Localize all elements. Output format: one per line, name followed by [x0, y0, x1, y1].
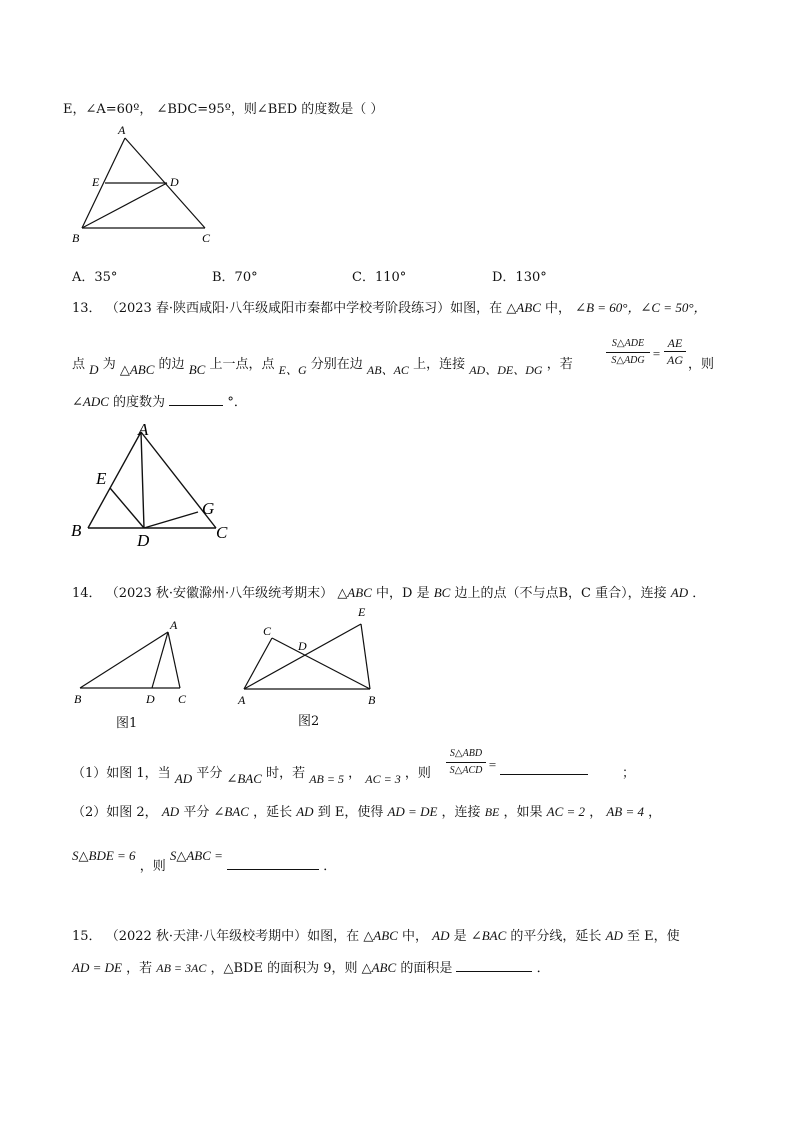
q14-fig2-label-c: C: [263, 624, 272, 638]
q13-triangle: △ABC: [506, 300, 541, 315]
q13-side-bc: BC: [188, 362, 206, 377]
q14-segment-ad: AD: [670, 585, 689, 600]
q14-fig2-caption: 图2: [298, 714, 320, 729]
q15-zhong: 中，: [402, 929, 429, 944]
q14-fig1-label-c: C: [178, 692, 187, 706]
q14-p2-be: BE: [484, 805, 500, 819]
q14-p1-numerator: S△ABD: [449, 748, 483, 759]
q13-label-b: B: [71, 521, 82, 540]
q13-ratio-denominator: AG: [667, 353, 683, 367]
q14-p2-ad: AD: [161, 804, 180, 819]
q14-p2-ad2: AD: [296, 804, 314, 819]
q14-text2: 边上的点（不与点B，C 重合），连接: [454, 586, 667, 601]
q15-line1: [72, 925, 680, 944]
q14-p1-then: ，则: [404, 766, 431, 781]
q12-label-e: E: [92, 175, 100, 189]
q15-triangle2: △ABC: [361, 960, 397, 975]
q13-angle-adc: ∠ADC: [72, 394, 109, 409]
q13-degree-end: °．: [227, 395, 247, 410]
q15-area-text: ，△BDE 的面积为 9，则: [210, 961, 358, 976]
q14-p2-ab: AB = 4: [606, 804, 645, 819]
q14-fig1-caption: 图1: [116, 716, 138, 731]
q13-text-wei: 为: [102, 357, 116, 372]
q15-if: ，若: [126, 961, 153, 976]
q14-p2-connect: ，连接: [441, 805, 481, 820]
q15-area-is: 的面积是: [400, 961, 453, 976]
q14-fig2-label-d: D: [298, 639, 307, 653]
q13-area-denominator: S△ADG: [611, 355, 645, 366]
q14-p2-comma: ，: [589, 805, 603, 820]
q12-option-d[interactable]: D．130°: [492, 270, 547, 285]
q15-ab-3ac: AB = 3AC: [156, 961, 207, 975]
q13-figure: [68, 418, 238, 553]
q14-p2-area-bde: S△BDE = 6: [72, 848, 136, 863]
q14-triangle: △ABC: [337, 585, 372, 600]
q13-ratio-fraction: [664, 336, 686, 367]
q13-area-fraction: [606, 337, 650, 368]
q13-label-c: C: [216, 523, 228, 542]
q14-p1-answer-blank[interactable]: [500, 762, 588, 775]
q14-part2-line2: [72, 845, 337, 874]
q14-figure1: [68, 614, 198, 709]
q14-p1-when: 时，若: [266, 766, 306, 781]
q15-ad-de: AD = DE: [72, 960, 122, 975]
q13-label-a: A: [138, 420, 149, 439]
q13-ratio-numerator: AE: [667, 336, 683, 350]
q13-text-on-sides: 分别在边: [310, 357, 363, 372]
q13-equals: =: [652, 346, 661, 361]
q14-p2-if: ，如果: [503, 805, 543, 820]
q13-label-e: E: [96, 469, 107, 488]
q14-line1: [72, 582, 705, 601]
q13-label-d: D: [137, 531, 150, 550]
q14-p2-comma2: ，: [648, 805, 662, 820]
q13-sides-ab-ac: AB、AC: [366, 363, 409, 377]
q13-line1: [72, 297, 707, 316]
q14-p1-answer: [500, 762, 588, 779]
q13-label-g: G: [202, 499, 215, 518]
q14-p1-comma: ，: [348, 766, 362, 781]
q13-zhong: 中，: [545, 301, 572, 316]
q15-bisector-text: 的平分线，延长: [510, 929, 602, 944]
q13-segments: AD、DE、DG: [469, 363, 543, 377]
q12-option-b[interactable]: B．70°: [212, 270, 258, 285]
q13-source: （2023 春·陕西咸阳·八年级咸阳市秦都中学校考阶段练习）如图，在: [105, 301, 503, 316]
q15-line2: [72, 957, 550, 976]
q14-fig2-label-e: E: [358, 605, 366, 619]
q13-line3: [72, 391, 247, 410]
q14-source: （2023 秋·安徽滁州·八年级统考期末）: [105, 586, 334, 601]
q14-number: 14．: [72, 586, 102, 601]
q13-points-eg: E、G: [278, 363, 307, 377]
q14-p1-end: ；: [622, 766, 636, 781]
q14-p2-to-e: 到 E，使得: [317, 805, 384, 820]
q14-fig1-label-b: B: [74, 692, 82, 706]
q13-line2: [72, 353, 573, 377]
q13-angles: ∠B = 60°，∠C = 50°，: [575, 300, 707, 315]
q13-triangle-abc: △ABC: [119, 362, 155, 377]
q14-text1: 中，D 是: [376, 586, 430, 601]
q15-period: ．: [536, 961, 550, 976]
q14-fig2-label-a: A: [238, 693, 246, 707]
q14-p1-text-a: （1）如图 1，当: [72, 766, 171, 781]
q15-number: 15．: [72, 929, 102, 944]
q13-text-de-bian: 的边: [158, 357, 185, 372]
q13-area-numerator: S△ADE: [611, 338, 645, 349]
q13-point-d: D: [89, 362, 99, 377]
q12-label-b: B: [72, 231, 80, 245]
q12-option-c[interactable]: C．110°: [352, 270, 407, 285]
q15-answer-blank[interactable]: [456, 959, 532, 972]
q13-number: 13．: [72, 301, 102, 316]
q14-figure2: [232, 602, 382, 712]
q14-p2-answer-blank[interactable]: [227, 857, 319, 870]
q12-label-d: D: [170, 175, 179, 189]
q13-text-point: 上一点，点: [209, 357, 275, 372]
q15-to-e: 至 E，使: [627, 929, 680, 944]
q13-text-connect: 上，连接: [413, 357, 466, 372]
q14-p2-area-abc: S△ABC =: [169, 848, 223, 863]
q12-figure: [70, 118, 220, 248]
q14-part2: [72, 801, 661, 820]
q14-p2-then: ，则: [139, 859, 166, 874]
q14-p1-angle: ∠BAC: [226, 771, 262, 786]
q14-part1: [72, 762, 431, 786]
q14-p2-angle: ∠BAC: [213, 804, 249, 819]
q15-source: （2022 秋·天津·八年级校考期中）如图，在: [105, 929, 360, 944]
q14-p2-extend: ，延长: [253, 805, 293, 820]
q14-fig1-label-d: D: [146, 692, 155, 706]
q15-ad: AD: [432, 928, 450, 943]
q15-ad2: AD: [605, 928, 623, 943]
q14-fig1-label-a: A: [170, 618, 178, 632]
q14-period: ．: [692, 586, 706, 601]
q14-p2-text-a: （2）如图 2，: [72, 805, 158, 820]
q13-text-if: ，若: [546, 357, 573, 372]
q14-p2-period: ．: [323, 859, 337, 874]
q14-p1-bisect: 平分: [196, 766, 223, 781]
q13-answer-blank[interactable]: [169, 393, 223, 406]
q12-option-a[interactable]: A．35°: [72, 270, 118, 285]
q14-p1-ad: AD: [174, 771, 193, 786]
q14-p2-ac: AC = 2: [546, 804, 586, 819]
q14-p1-fraction: [446, 747, 486, 778]
q14-p1-ab: AB = 5: [309, 772, 344, 786]
q12-label-a: A: [118, 123, 126, 137]
q13-degree-text: 的度数为: [113, 395, 166, 410]
q14-p2-ad-de: AD = DE: [387, 804, 438, 819]
q14-p1-equals: =: [488, 757, 497, 772]
q13-then: ，则: [688, 357, 715, 372]
q14-p2-bisect: 平分: [183, 805, 210, 820]
q14-p1-ac: AC = 3: [365, 772, 401, 786]
q14-p1-denominator: S△ACD: [449, 765, 483, 776]
q12-stem: E，∠A=60º， ∠BDC=95º，则∠BED 的度数是（ ）: [63, 102, 384, 117]
q13-text-dian: 点: [72, 357, 86, 372]
q15-angle: ∠BAC: [470, 928, 507, 943]
q15-triangle: △ABC: [363, 928, 398, 943]
q14-side-bc: BC: [433, 585, 451, 600]
q14-fig2-label-b: B: [368, 693, 376, 707]
q15-shi: 是: [453, 929, 467, 944]
q12-label-c: C: [202, 231, 211, 245]
